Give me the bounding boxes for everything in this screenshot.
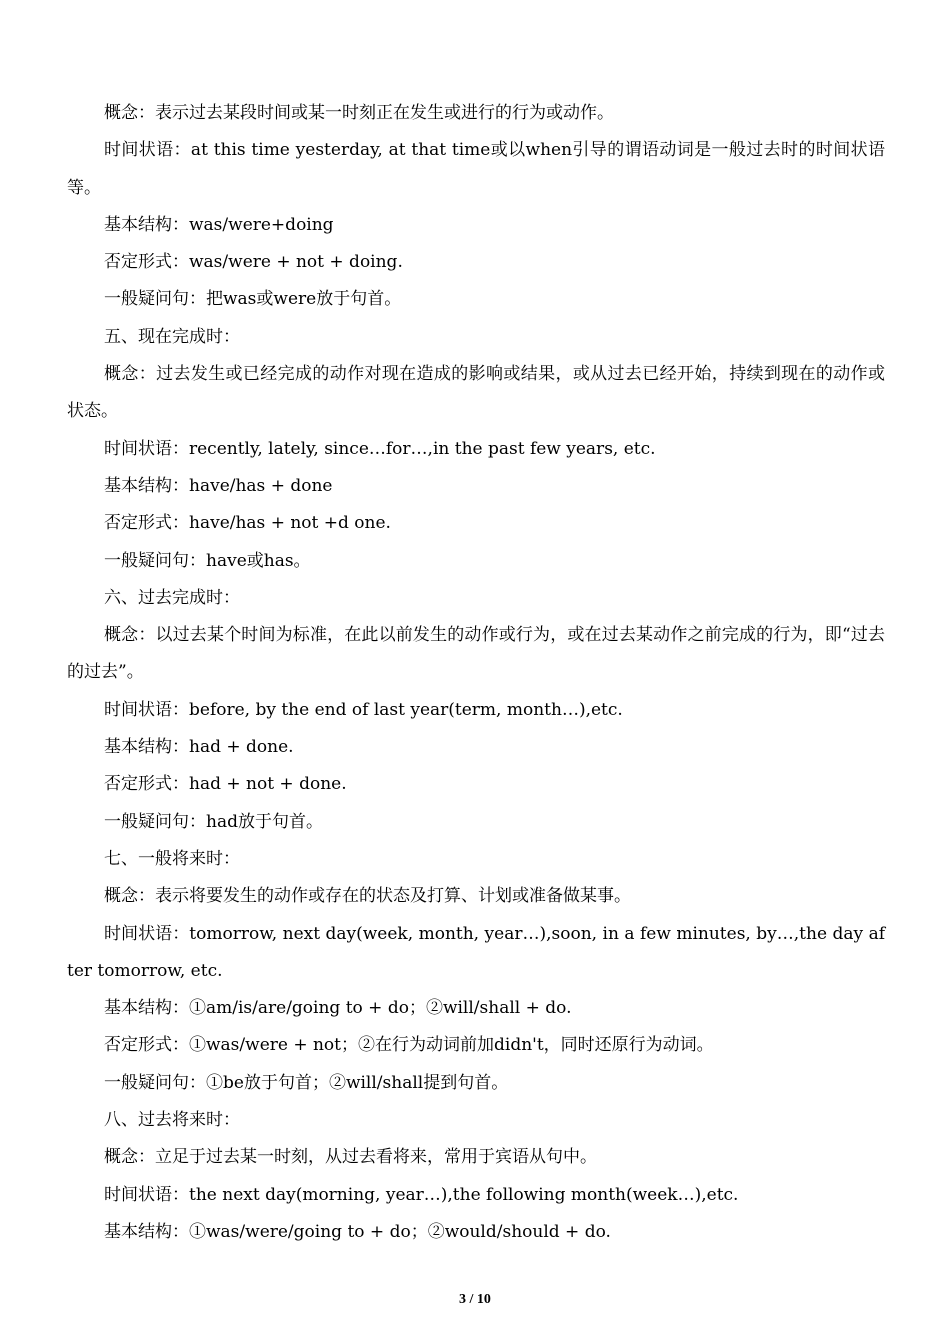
section-heading: 八、过去将来时： xyxy=(104,1110,240,1131)
paragraph: 概念：表示过去某段时间或某一时刻正在发生或进行的行为或动作。 xyxy=(104,103,614,123)
paragraph: 概念：以过去某个时间为标准，在此以前发生的动作或行为，或在过去某动作之前完成的行为，即“过去的过去”。 xyxy=(67,625,885,683)
paragraph: 时间状语：the next day(morning, year…),the following month(week…),etc. xyxy=(104,1184,739,1205)
paragraph: 基本结构：have/has + done xyxy=(104,475,333,496)
paragraph: 否定形式：was/were + not + doing. xyxy=(104,252,403,273)
paragraph: 概念：立足于过去某一时刻，从过去看将来，常用于宾语从句中。 xyxy=(104,1147,597,1168)
paragraph: 一般疑问句：①be放于句首；②will/shall提到句首。 xyxy=(104,1072,509,1093)
section-heading: 六、过去完成时： xyxy=(104,587,240,608)
section-heading: 七、一般将来时： xyxy=(104,848,240,869)
paragraph: 一般疑问句：had放于句首。 xyxy=(104,811,323,832)
paragraph: 基本结构：was/were+doing xyxy=(104,214,334,235)
paragraph: 基本结构：①am/is/are/going to + do；②will/shall + do. xyxy=(104,998,572,1019)
paragraph: 一般疑问句：have或has。 xyxy=(104,550,311,571)
section-heading: 五、现在完成时： xyxy=(104,326,240,347)
paragraph: 一般疑问句：把was或were放于句首。 xyxy=(104,289,402,310)
paragraph: 时间状语：tomorrow, next day(week, month, year…),soon, in a few minutes, by…,the day after tomorrow, etc. xyxy=(67,923,885,981)
paragraph: 否定形式：①was/were + not；②在行为动词前加didn't，同时还原行为动词。 xyxy=(104,1035,714,1056)
paragraph: 基本结构：had + done. xyxy=(104,737,294,758)
paragraph: 时间状语：recently, lately, since…for…,in the past few years, etc. xyxy=(104,438,656,459)
page-number: 3 / 10 xyxy=(459,1292,491,1307)
paragraph: 概念：过去发生或已经完成的动作对现在造成的影响或结果，或从过去已经开始，持续到现在的动作或状态。 xyxy=(67,364,885,422)
paragraph: 否定形式：have/has + not +d one. xyxy=(104,513,391,534)
paragraph: 概念：表示将要发生的动作或存在的状态及打算、计划或准备做某事。 xyxy=(104,886,631,907)
document-body xyxy=(67,95,885,1251)
paragraph: 基本结构：①was/were/going to + do；②would/should + do. xyxy=(104,1221,611,1242)
paragraph: 否定形式：had + not + done. xyxy=(104,774,347,795)
paragraph: 时间状语：before, by the end of last year(term, month…),etc. xyxy=(104,699,623,720)
paragraph: 时间状语：at this time yesterday, at that time或以when引导的谓语动词是一般过去时的时间状语等。 xyxy=(67,140,885,198)
